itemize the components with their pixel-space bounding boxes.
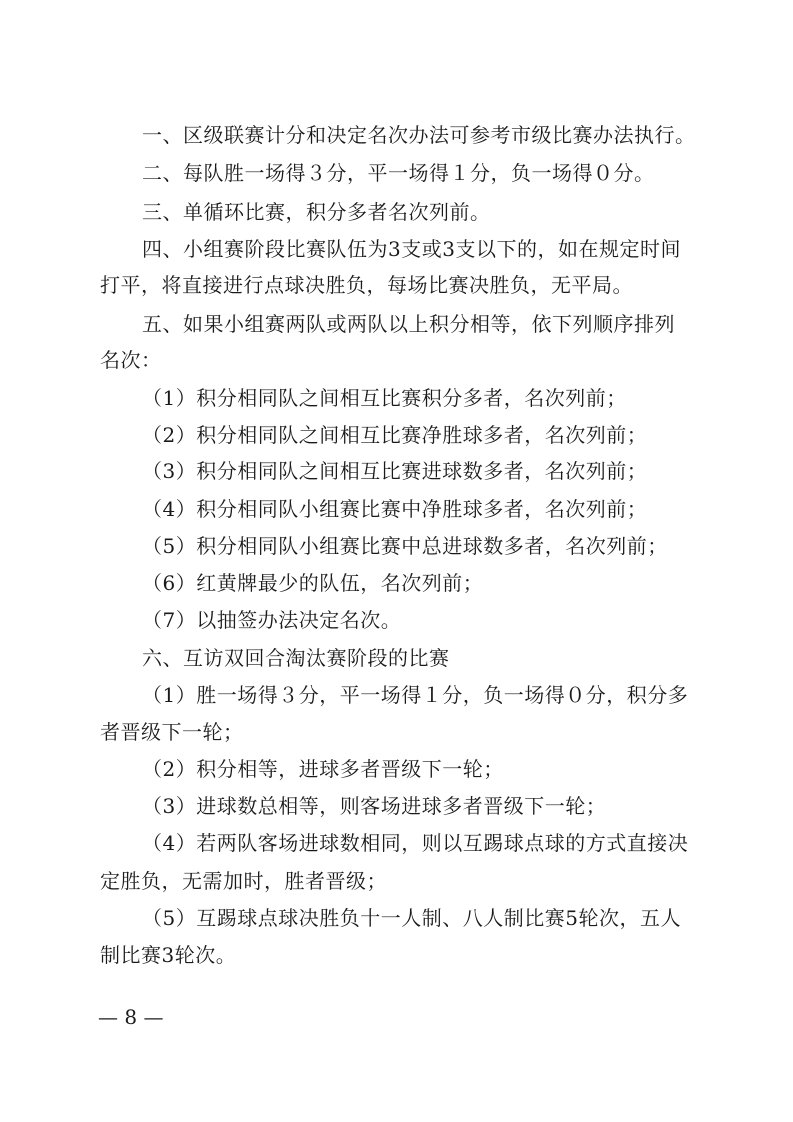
paragraph-3-line-1: 三、单循环比赛，积分多者名次列前。 [142, 200, 491, 224]
rule-item-6: （6）红黄牌最少的队伍，名次列前； [142, 571, 484, 595]
paragraph-1-line-1: 一、区级联赛计分和决定名次办法可参考市级比赛办法执行。 [142, 123, 696, 147]
rule-item-5: （5）积分相同队小组赛比赛中总进球数多者，名次列前； [142, 534, 668, 558]
knockout-item-4-line-1: （4）若两队客场进球数相同，则以互踢球点球的方式直接决 [142, 831, 689, 855]
rule-item-1: （1）积分相同队之间相互比赛积分多者，名次列前； [142, 386, 627, 410]
page-number: — 8 — [98, 1005, 164, 1029]
paragraph-2-line-1: 二、每队胜一场得３分，平一场得１分，负一场得０分。 [142, 161, 655, 185]
knockout-item-5-line-1: （5）互踢球点球决胜负十一人制、八人制比赛5轮次，五人 [142, 906, 681, 930]
paragraph-5-line-2: 名次： [100, 348, 162, 372]
knockout-item-3: （3）进球数总相等，则客场进球多者晋级下一轮； [142, 794, 607, 818]
paragraph-4-line-2: 打平，将直接进行点球决胜负，每场比赛决胜负，无平局。 [100, 273, 633, 297]
section-6-heading: 六、互访双回合淘汰赛阶段的比赛 [142, 646, 450, 670]
knockout-item-1-line-2: 者晋级下一轮； [100, 720, 244, 744]
knockout-item-1-line-1: （1）胜一场得３分，平一场得１分，负一场得０分，积分多 [142, 683, 689, 707]
paragraph-4-line-1: 四、小组赛阶段比赛队伍为3支或3支以下的，如在规定时间 [142, 237, 681, 261]
knockout-item-5-line-2: 制比赛3轮次。 [100, 943, 237, 967]
paragraph-5-line-1: 五、如果小组赛两队或两队以上积分相等，依下列顺序排列 [142, 312, 675, 336]
rule-item-7: （7）以抽签办法决定名次。 [142, 608, 402, 632]
knockout-item-4-line-2: 定胜负，无需加时，胜者晋级； [100, 869, 387, 893]
rule-item-4: （4）积分相同队小组赛比赛中净胜球多者，名次列前； [142, 497, 648, 521]
knockout-item-2: （2）积分相等，进球多者晋级下一轮； [142, 757, 504, 781]
rule-item-2: （2）积分相同队之间相互比赛净胜球多者，名次列前； [142, 423, 648, 447]
rule-item-3: （3）积分相同队之间相互比赛进球数多者，名次列前； [142, 459, 648, 483]
